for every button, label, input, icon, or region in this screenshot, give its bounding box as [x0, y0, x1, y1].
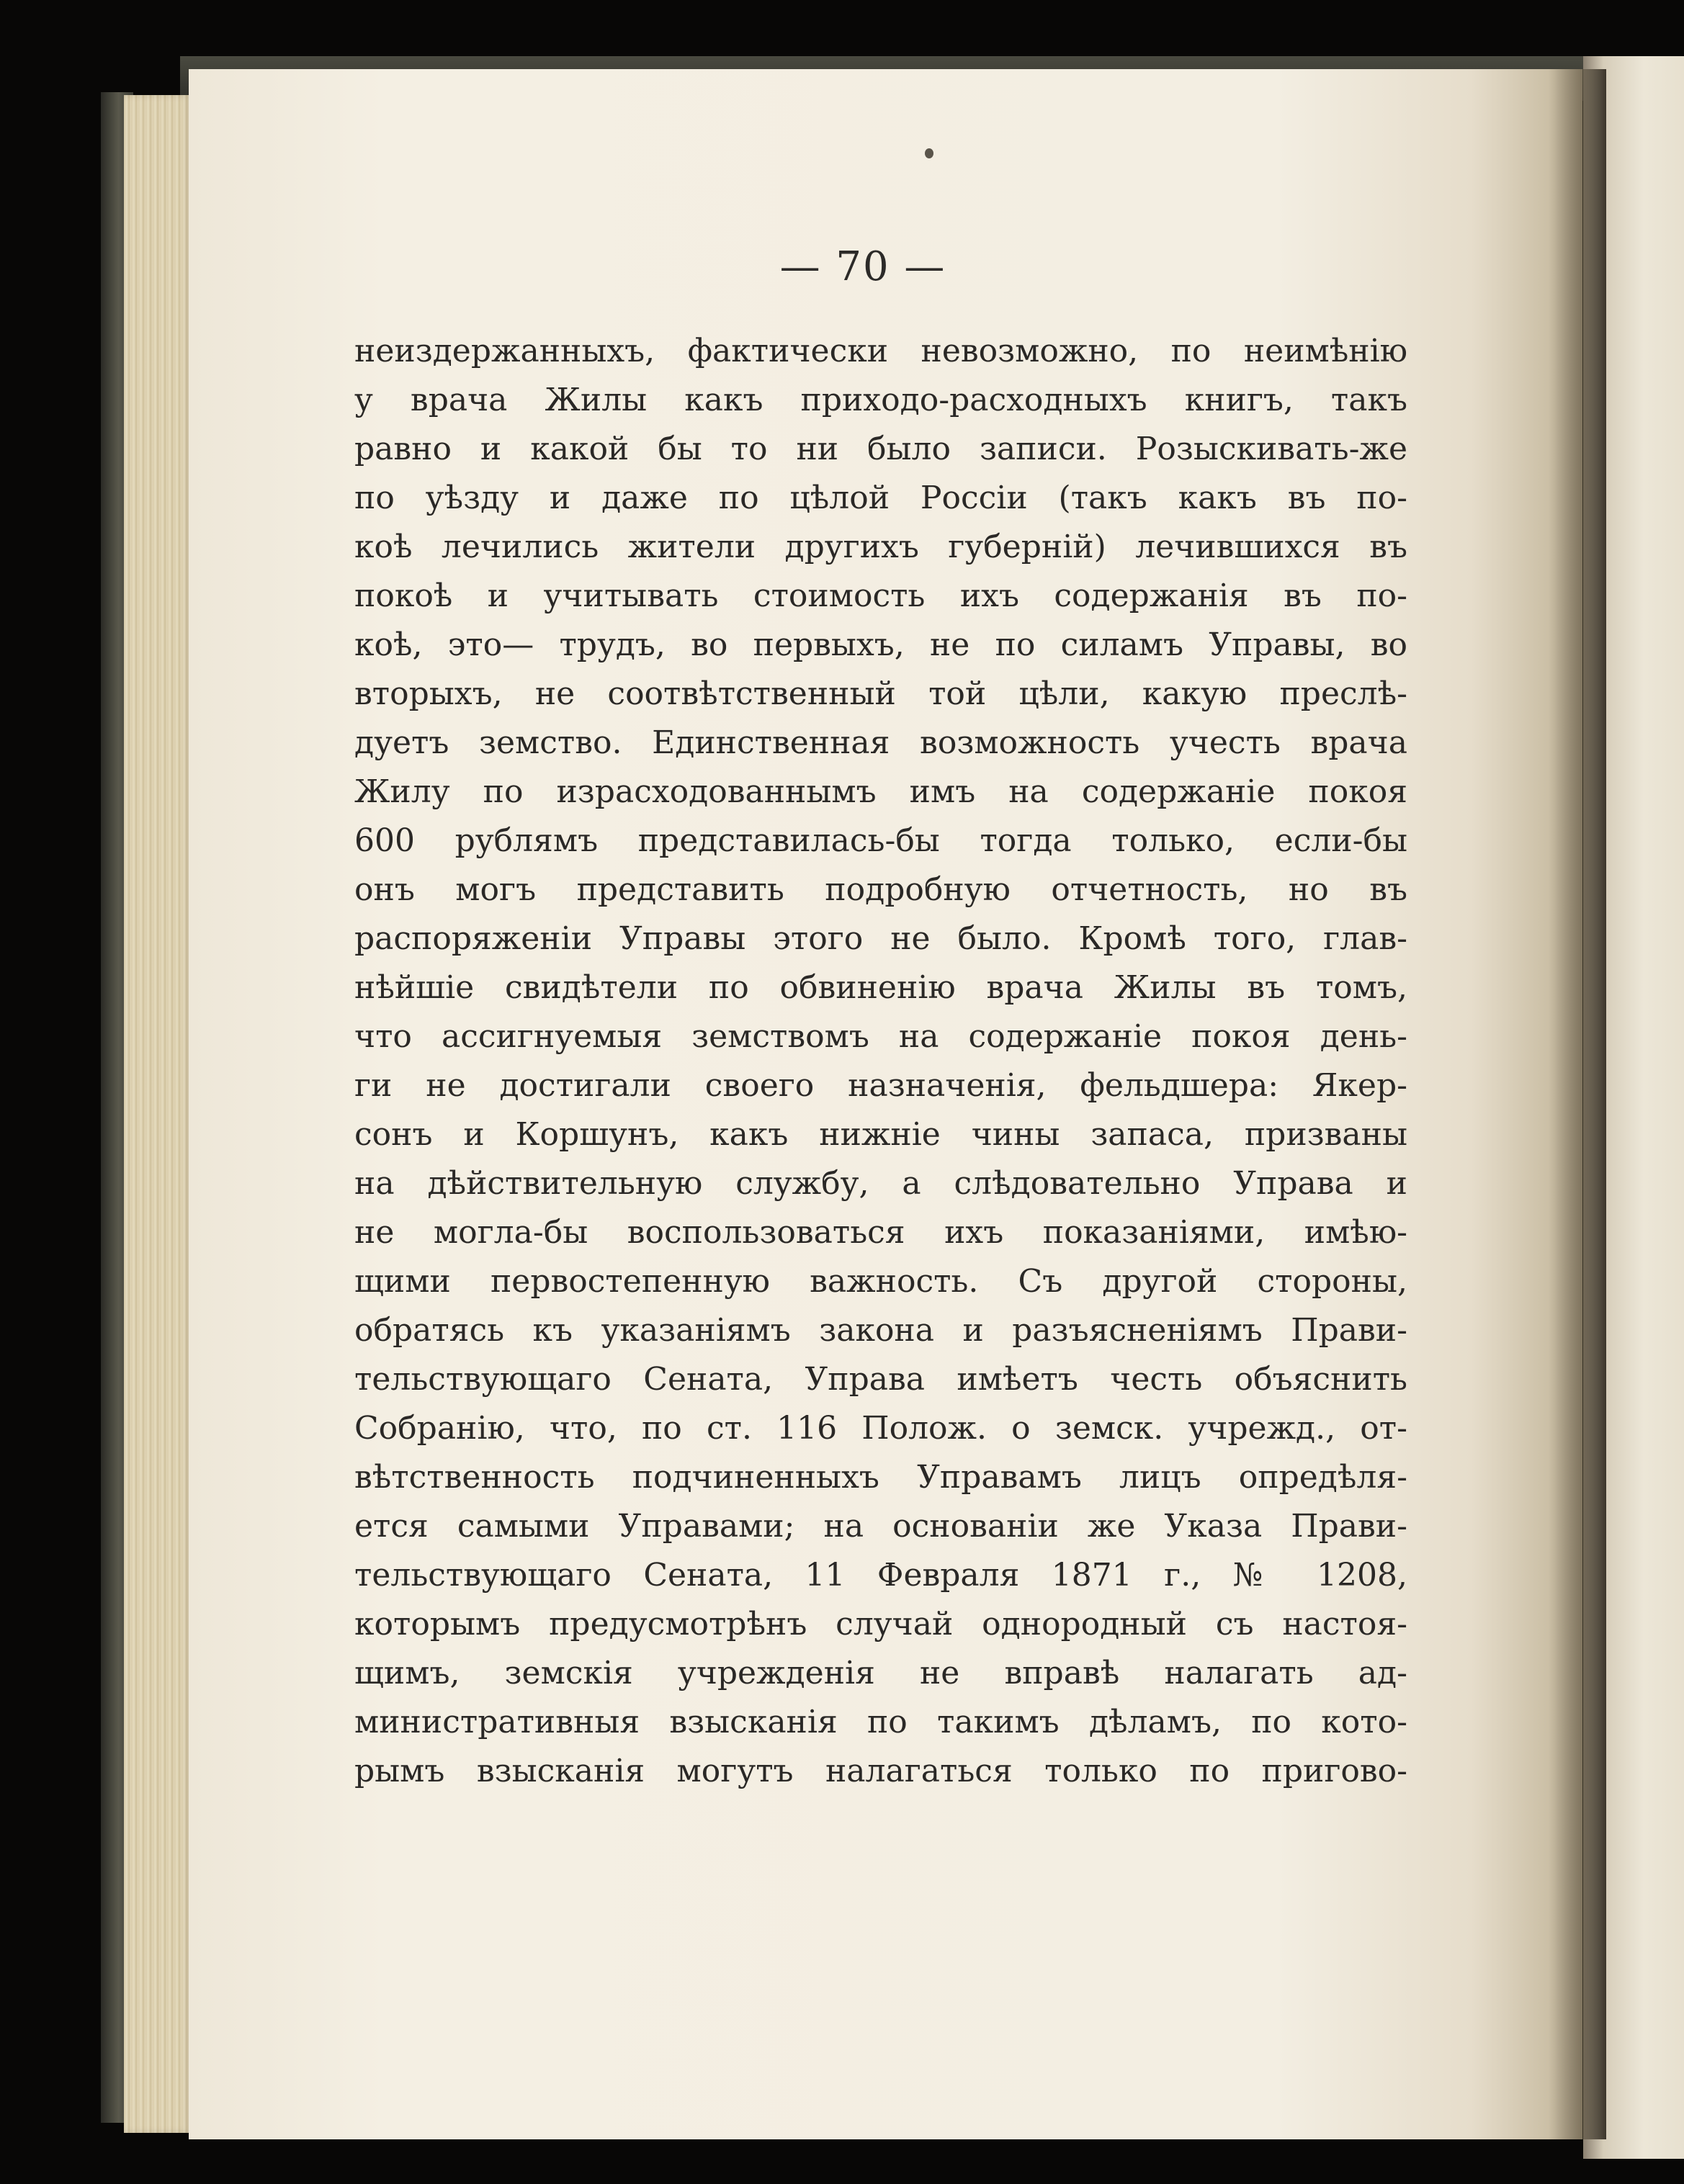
text-line: распоряженіи Управы этого не было. Кромѣ того, глав- [354, 920, 1407, 957]
text-line: ги не достигали своего назначенія, фельдшера: Якер- [354, 1067, 1407, 1104]
text-line: равно и какой бы то ни было записи. Розыскивать-же [354, 431, 1407, 467]
text-line: министративныя взысканія по такимъ дѣламъ, по кото- [354, 1704, 1407, 1740]
text-line: Собранію, что, по ст. 116 Полож. о земск. учрежд., от- [354, 1410, 1407, 1447]
page-stack-edges [124, 95, 192, 2133]
text-line: тельствующаго Сената, 11 Февраля 1871 г., № 1208, [354, 1557, 1407, 1594]
text-line: не могла-бы воспользоваться ихъ показаніями, имѣю- [354, 1214, 1407, 1251]
text-line: рымъ взысканія могутъ налагаться только по пригово- [354, 1753, 1407, 1789]
page-gutter-shadow [1549, 69, 1606, 2139]
text-line: ется самыми Управами; на основаніи же Указа Прави- [354, 1508, 1407, 1545]
text-line: по уѣзду и даже по цѣлой Россіи (такъ какъ въ по- [354, 480, 1407, 516]
text-line: онъ могъ представить подробную отчетность, но въ [354, 871, 1407, 908]
text-line: 600 рублямъ представилась-бы тогда только, если-бы [354, 822, 1407, 859]
paper-speck [925, 148, 933, 158]
text-line: которымъ предусмотрѣнъ случай однородный съ настоя- [354, 1606, 1407, 1643]
body-text [354, 327, 1407, 1796]
page-number: — 70 — [779, 243, 946, 290]
text-line: обратясь къ указаніямъ закона и разъясненіямъ Прави- [354, 1312, 1407, 1349]
text-line: щимъ, земскія учрежденія не вправѣ налагать ад- [354, 1655, 1407, 1691]
text-line: нѣйшіе свидѣтели по обвиненію врача Жилы въ томъ, [354, 969, 1407, 1006]
text-line: Жилу по израсходованнымъ имъ на содержаніе покоя [354, 773, 1407, 810]
text-line: коѣ лечились жители другихъ губерній) лечившихся въ [354, 529, 1407, 565]
text-line: у врача Жилы какъ приходо-расходныхъ книгъ, такъ [354, 382, 1407, 418]
text-line: вѣтственность подчиненныхъ Управамъ лицъ опредѣля- [354, 1459, 1407, 1496]
text-line: тельствующаго Сената, Управа имѣетъ честь объяснить [354, 1361, 1407, 1398]
text-line: на дѣйствительную службу, а слѣдовательно Управа и [354, 1165, 1407, 1202]
text-line: неиздержанныхъ, фактически невозможно, по неимѣнію [354, 333, 1407, 369]
text-line: щими первостепенную важность. Съ другой стороны, [354, 1263, 1407, 1300]
text-line: дуетъ земство. Единственная возможность учесть врача [354, 724, 1407, 761]
text-line: покоѣ и учитывать стоимость ихъ содержанія въ по- [354, 578, 1407, 614]
text-line: вторыхъ, не соотвѣтственный той цѣли, какую преслѣ- [354, 675, 1407, 712]
text-line: сонъ и Коршунъ, какъ нижніе чины запаса, призваны [354, 1116, 1407, 1153]
text-line: что ассигнуемыя земствомъ на содержаніе покоя день- [354, 1018, 1407, 1055]
text-line: коѣ, это— трудъ, во первыхъ, не по силамъ Управы, во [354, 626, 1407, 663]
